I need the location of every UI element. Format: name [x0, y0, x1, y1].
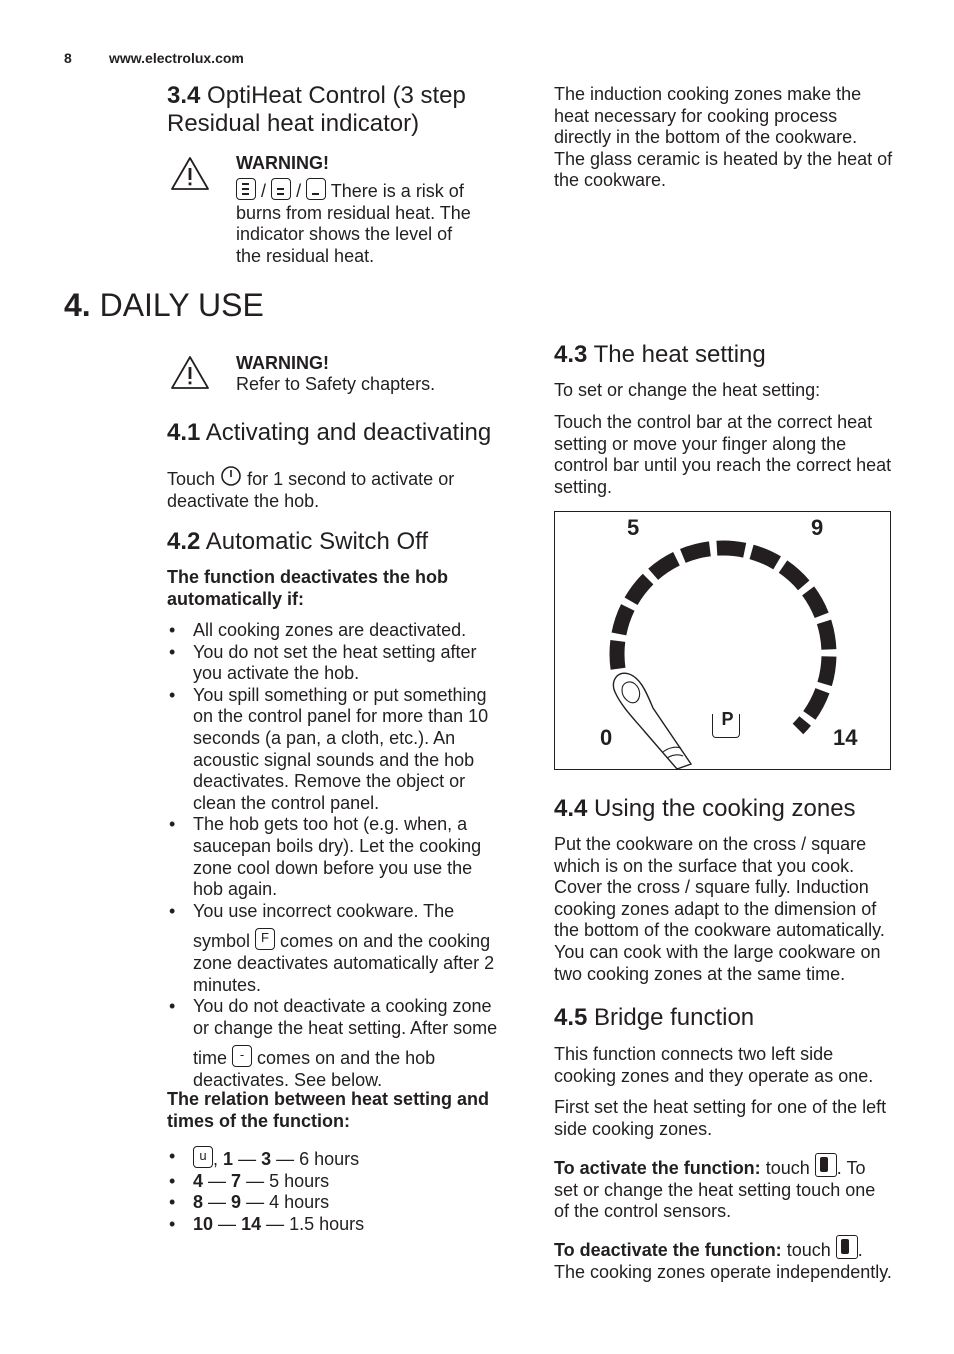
list-item: • You use incorrect cookware. The symbol F comes on and the cooking zone deactivates automatically after 2 minutes. — [167, 901, 527, 996]
section-title: Using the cooking zones — [594, 795, 856, 822]
power-icon — [220, 465, 242, 487]
text-line: The induction cooking zones make the — [554, 84, 862, 104]
cookware-error-icon: F — [255, 928, 275, 950]
finger-icon — [613, 673, 691, 769]
scale-label-14: 14 — [833, 725, 858, 750]
induction-intro-paragraph — [554, 84, 924, 192]
text-line: automatically if: — [167, 588, 305, 609]
section-4-3-heading — [554, 341, 766, 369]
section-title: Activating and deactivating — [205, 419, 492, 446]
residual-heat-warning — [236, 152, 536, 267]
section-4-5-heading — [554, 1004, 754, 1032]
section-number: 3.4 — [167, 82, 201, 109]
page-number: 8 — [64, 50, 72, 66]
warning-line: indicator shows the level of — [236, 224, 453, 245]
section-title-line2: Residual heat indicator) — [167, 110, 420, 137]
list-item: • 8 — 9 — 4 hours — [167, 1192, 527, 1214]
keep-warm-icon: • u — [193, 1146, 213, 1168]
text-line: heat necessary for cooking process — [554, 105, 838, 126]
list-item: • u , 1 — 3 — 6 hours — [167, 1146, 527, 1171]
residual-heat-medium-icon — [271, 178, 291, 200]
list-item: • You do not set the heat setting after you activate the hob. — [167, 642, 527, 685]
heat-control-diagram — [554, 511, 891, 770]
relation-intro — [167, 1089, 527, 1132]
section-4-1-heading — [167, 419, 491, 447]
warning-title: WARNING! — [236, 353, 329, 373]
section-number: 4.4 — [554, 795, 588, 822]
text-fragment: Touch — [167, 469, 216, 489]
section-number: 4.3 — [554, 341, 588, 368]
separator: / — [296, 181, 302, 201]
chapter-title: DAILY USE — [99, 287, 264, 323]
section-title: The heat setting — [593, 341, 766, 368]
list-item: • The hob gets too hot (e.g. when, a saucepan boils dry). Let the cooking zone cool down before you use the hob again. — [167, 814, 527, 900]
section-number: 4.5 — [554, 1004, 588, 1031]
cooking-zones-paragraph: Put the cookware on the cross / square which is on the surface that you cook. Cover the cross / square fully. Induction cooking zones adapt to the dimension of the bottom of the cookware automatically. You can cook with the large cookware on two cooking zones at the same time. — [554, 834, 885, 984]
scale-label-0: 0 — [600, 725, 613, 750]
warning-text — [236, 178, 536, 267]
site-url[interactable]: www.electrolux.com — [109, 50, 244, 66]
warning-line: burns from residual heat. The — [236, 202, 471, 223]
heat-setting-intro: To set or change the heat setting: — [554, 380, 821, 400]
text-line: The glass ceramic is heated by the heat of — [554, 148, 893, 169]
section-number: 4.2 — [167, 528, 201, 555]
text-line: The function deactivates the hob — [167, 567, 449, 587]
bridge-deactivate-paragraph: To deactivate the function: touch . The cooking zones operate independently. — [554, 1235, 934, 1283]
list-item: • You spill something or put something on the control panel for more than 10 seconds (a pan, a cloth, etc.). An acoustic signal sounds and the hob deactivates. Remove the object or clean the control panel. — [167, 685, 527, 815]
chapter-number: 4. — [64, 287, 91, 323]
list-item: • You do not deactivate a cooking zone or change the heat setting. After some time - comes on and the hob deactivates. See below. — [167, 996, 527, 1091]
text-line: The relation between heat setting and — [167, 1089, 490, 1109]
text-line: the cookware. — [554, 170, 667, 191]
separator: / — [261, 181, 267, 201]
section-4-4-heading — [554, 795, 856, 823]
bridge-sensor-icon — [815, 1153, 837, 1177]
safety-warning — [236, 352, 536, 396]
switch-off-times-list — [167, 1146, 527, 1235]
warning-line: the residual heat. — [236, 245, 375, 266]
auto-off-intro — [167, 567, 527, 610]
list-item: • 4 — 7 — 5 hours — [167, 1171, 527, 1193]
residual-heat-low-icon — [306, 178, 326, 200]
text-fragment: for 1 second to activate or — [247, 469, 455, 489]
warning-triangle-icon — [170, 355, 210, 391]
bridge-intro-paragraph: This function connects two left side cooking zones and they operate as one. — [554, 1044, 874, 1086]
chapter-heading — [64, 287, 264, 323]
warning-text: Refer to Safety chapters. — [236, 374, 436, 394]
text-line: times of the function: — [167, 1110, 350, 1131]
residual-heat-high-icon — [236, 178, 256, 200]
section-3-4-heading — [167, 82, 527, 138]
warning-triangle-icon — [170, 156, 210, 192]
section-4-2-heading — [167, 528, 428, 556]
scale-label-9: 9 — [811, 515, 824, 540]
section-title-line1: OptiHeat Control (3 step — [207, 82, 466, 109]
section-title: Automatic Switch Off — [205, 528, 429, 555]
bridge-activate-paragraph: To activate the function: touch . To set or change the heat setting touch one of the control sensors. — [554, 1153, 934, 1223]
warning-line: There is a risk of — [330, 181, 464, 201]
text-fragment: deactivate the hob. — [167, 490, 320, 511]
auto-off-icon: - — [232, 1045, 252, 1067]
auto-off-conditions-list — [167, 620, 527, 1091]
section-title: Bridge function — [594, 1004, 755, 1031]
bridge-setup-paragraph: First set the heat setting for one of the left side cooking zones. — [554, 1097, 887, 1139]
power-boost-icon: P — [712, 714, 740, 738]
heat-setting-paragraph: Touch the control bar at the correct heat setting or move your finger along the control bar until you reach the correct heat setting. — [554, 412, 892, 497]
scale-label-5: 5 — [627, 515, 640, 540]
list-item: • 10 — 14 — 1.5 hours — [167, 1214, 527, 1236]
section-number: 4.1 — [167, 419, 201, 446]
warning-title: WARNING! — [236, 153, 329, 173]
activation-paragraph — [167, 465, 517, 512]
text-line: directly in the bottom of the cookware. — [554, 127, 858, 148]
list-item: • All cooking zones are deactivated. — [167, 620, 527, 642]
bridge-sensor-icon — [836, 1235, 858, 1259]
